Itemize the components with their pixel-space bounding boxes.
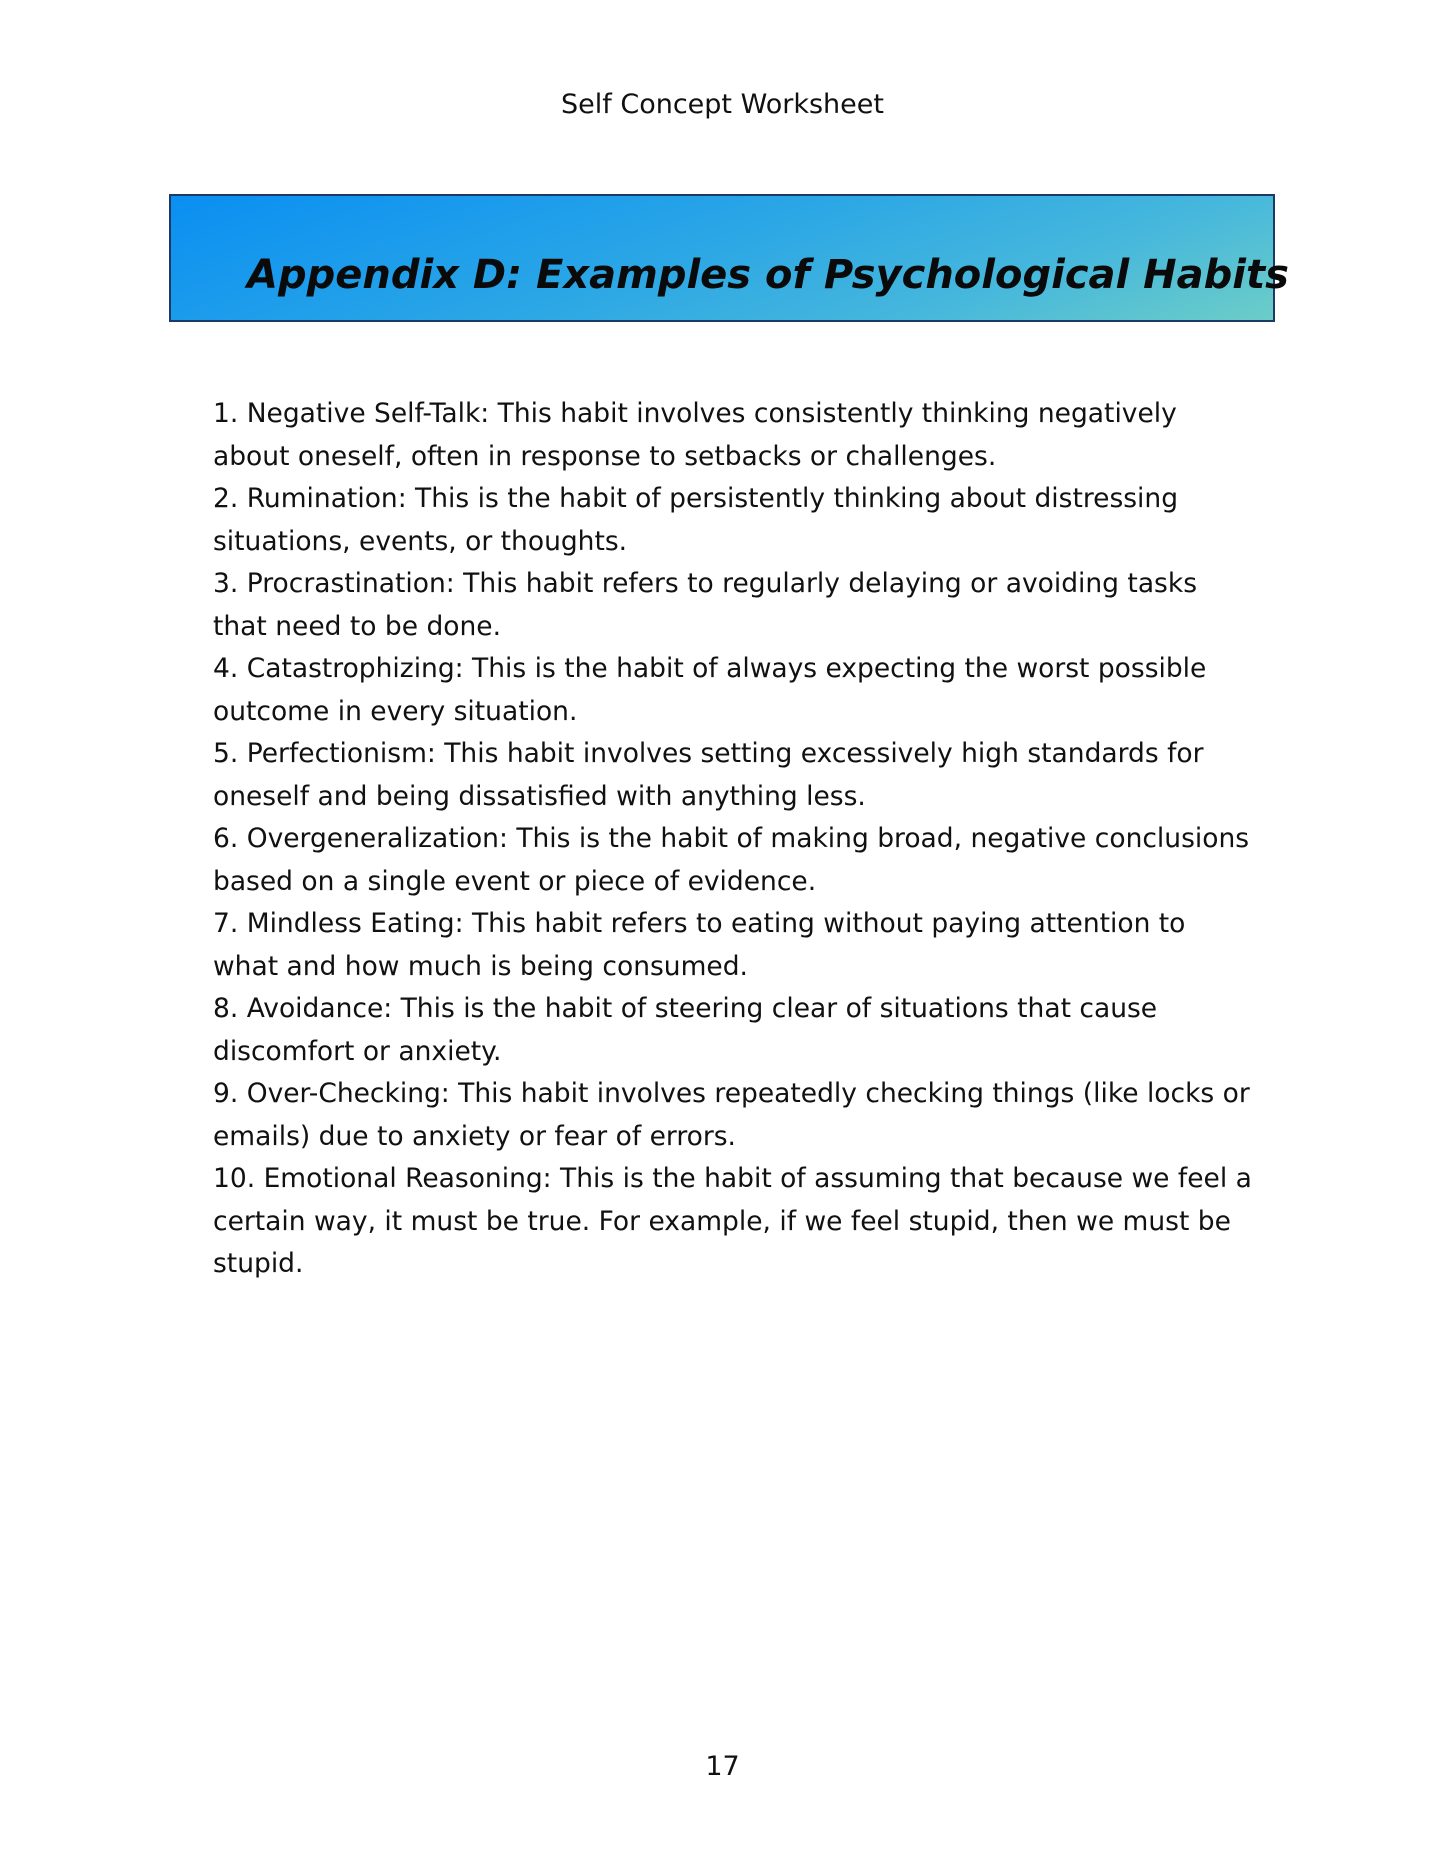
- habit-item: 1. Negative Self-Talk: This habit involves consistently thinking negatively about oneself, often in response to setbacks or challenges.: [213, 398, 1177, 472]
- habit-item: 7. Mindless Eating: This habit refers to eating without paying attention to what and how much is being consumed.: [213, 908, 1186, 982]
- title-banner: [169, 194, 1289, 322]
- habit-list: [213, 393, 1258, 1286]
- habit-item: 4. Catastrophizing: This is the habit of always expecting the worst possible outcome in every situation.: [213, 653, 1207, 727]
- habit-item: 5. Perfectionism: This habit involves setting excessively high standards for oneself and being dissatisfied with anything less.: [213, 738, 1204, 812]
- habit-item: 8. Avoidance: This is the habit of steering clear of situations that cause discomfort or anxiety.: [213, 993, 1158, 1067]
- running-header: Self Concept Worksheet: [561, 89, 884, 120]
- page-number: 17: [705, 1751, 740, 1782]
- habit-item: 6. Overgeneralization: This is the habit of making broad, negative conclusions based on a single event or piece of evidence.: [213, 823, 1250, 897]
- habit-item: 2. Rumination: This is the habit of persistently thinking about distressing situations, events, or thoughts.: [213, 483, 1179, 557]
- habit-item: 9. Over-Checking: This habit involves repeatedly checking things (like locks or emails) due to anxiety or fear of errors.: [213, 1078, 1250, 1152]
- habit-item: 10. Emotional Reasoning: This is the habit of assuming that because we feel a certain way, it must be true. For example, if we feel stupid, then we must be stupid.: [213, 1163, 1252, 1279]
- habit-item: 3. Procrastination: This habit refers to regularly delaying or avoiding tasks that need to be done.: [213, 568, 1198, 642]
- appendix-title: Appendix D: Examples of Psychological Habits: [247, 252, 1289, 298]
